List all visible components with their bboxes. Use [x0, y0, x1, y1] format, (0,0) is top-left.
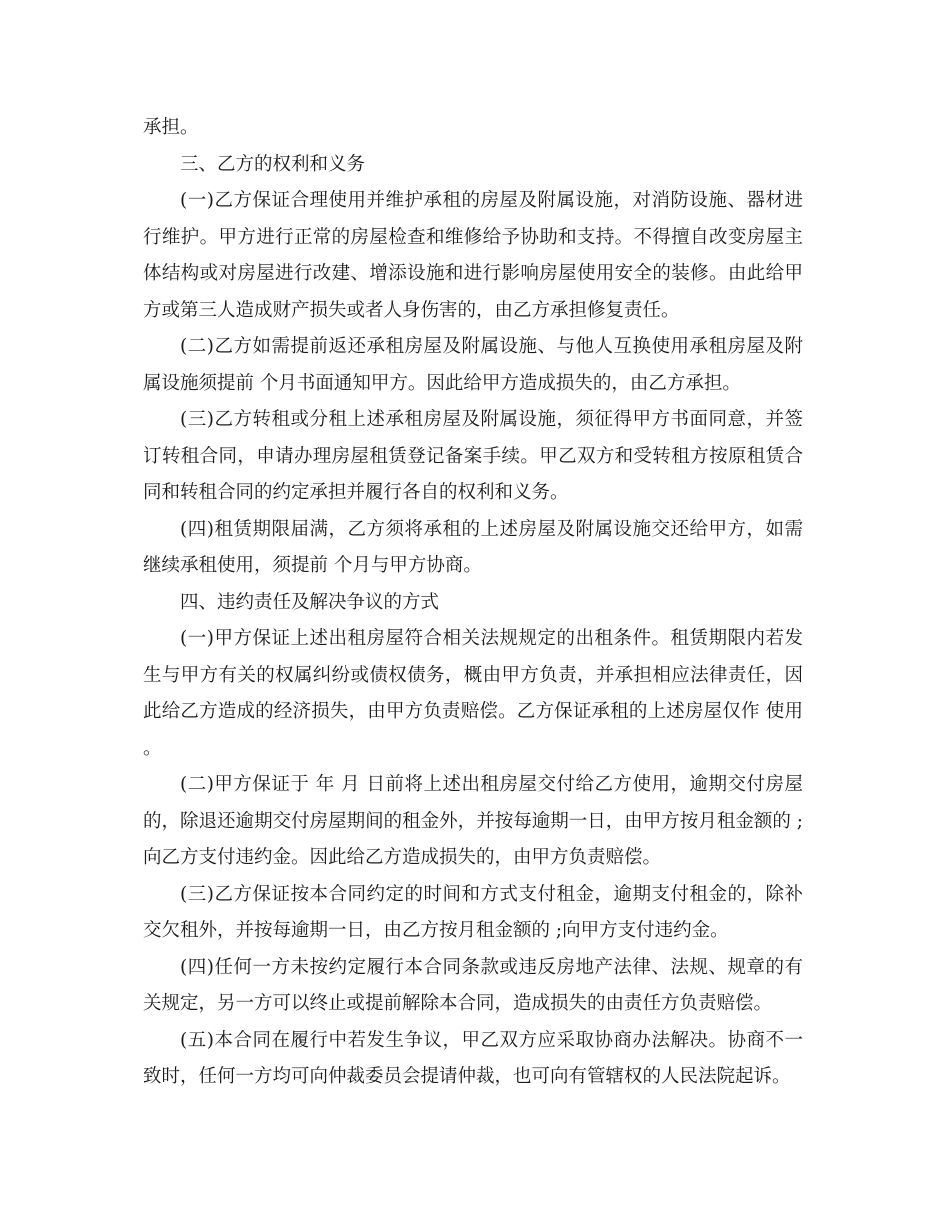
paragraph-breach-clause-5: (五)本合同在履行中若发生争议，甲乙双方应采取协商办法解决。协商不一致时，任何一方均可向仲裁委员会提请仲裁，也可向有管辖权的人民法院起诉。 [143, 1029, 803, 1087]
paragraph-breach-clause-2: (二)甲方保证于 年 月 日前将上述出租房屋交付给乙方使用，逾期交付房屋的，除退还逾期交付房屋期间的租金外，并按每逾期一日，由甲方按月租金额的 ;向乙方支付违约金。因此给乙方造成损失的，由甲方负责赔偿。 [143, 774, 803, 868]
paragraph-breach-clause-1: (一)甲方保证上述出租房屋符合相关法规规定的出租条件。租赁期限内若发生与甲方有关的权属纠纷或债权债务，概由甲方负责，并承担相应法律责任，因此给乙方造成的经济损失，由甲方负责赔偿。乙方保证承租的上述房屋仅作 使用。 [143, 628, 803, 759]
section-heading-tenant-rights: 三、乙方的权利和义务 [180, 153, 366, 175]
paragraph-breach-clause-3: (三)乙方保证按本合同约定的时间和方式支付租金，逾期支付租金的，除补交欠租外，并按每逾期一日，由乙方按月租金额的 ;向甲方支付违约金。 [143, 883, 803, 941]
section-heading-breach-liability: 四、违约责任及解决争议的方式 [180, 591, 440, 613]
paragraph-breach-clause-4: (四)任何一方未按约定履行本合同条款或违反房地产法律、法规、规章的有关规定，另一方可以终止或提前解除本合同，造成损失的由责任方负责赔偿。 [143, 956, 803, 1014]
paragraph-tenant-clause-3: (三)乙方转租或分租上述承租房屋及附属设施，须征得甲方书面同意，并签订转租合同，申请办理房屋租赁登记备案手续。甲乙双方和受转租方按原租赁合同和转租合同的约定承担并履行各自的权利和义务。 [143, 409, 803, 503]
document-body [143, 110, 803, 1096]
paragraph-tenant-clause-2: (二)乙方如需提前返还承租房屋及附属设施、与他人互换使用承租房屋及附属设施须提前 个月书面通知甲方。因此给甲方造成损失的，由乙方承担。 [143, 336, 803, 394]
paragraph-tenant-clause-4: (四)租赁期限届满，乙方须将承租的上述房屋及附属设施交还给甲方，如需继续承租使用，须提前 个月与甲方协商。 [143, 518, 803, 576]
paragraph-continuation: 承担。 [143, 117, 199, 138]
paragraph-tenant-clause-1: (一)乙方保证合理使用并维护承租的房屋及附属设施，对消防设施、器材进行维护。甲方进行正常的房屋检查和维修给予协助和支持。不得擅自改变房屋主体结构或对房屋进行改建、增添设施和进行影响房屋使用安全的装修。由此给甲方或第三人造成财产损失或者人身伤害的，由乙方承担修复责任。 [143, 190, 803, 321]
